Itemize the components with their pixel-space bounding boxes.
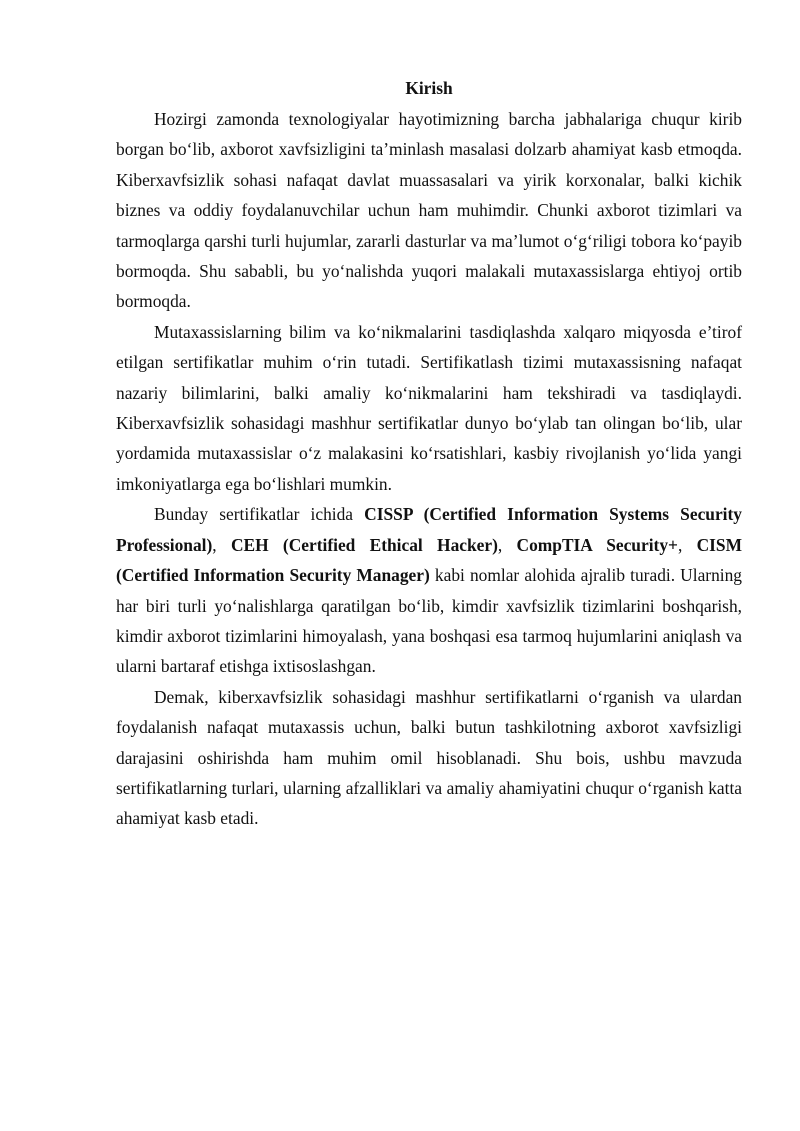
paragraph-4: Demak, kiberxavfsizlik sohasidagi mashhur sertifikatlarni o‘rganish va ulardan foydalanish nafaqat mutaxassis uchun, balki butun tashkilotning axborot xavfsizligi darajasini oshirishda ham muhim omil hisoblanadi. Shu bois, ushbu mavzuda sertifikatlarning turlari, ularning afzalliklari va amaliy ahamiyatini chuqur o‘rganish katta ahamiyat kasb etadi. <box>116 686 742 829</box>
paragraph-3-sep-1: , <box>212 534 231 555</box>
paragraph-3-sep-2: , <box>497 534 517 555</box>
cert-ceh: CEH (Certified Ethical Hacker) <box>230 534 498 555</box>
cert-comptia: CompTIA Security+ <box>516 534 678 555</box>
paragraph-3 <box>116 499 742 681</box>
document-body <box>116 74 742 834</box>
paragraph-1: Hozirgi zamonda texnologiyalar hayotimizning barcha jabhalariga chuqur kirib borgan bo‘lib, axborot xavfsizligini ta’minlash masalasi dolzarb ahamiyat kasb etmoqda. Kiberxavfsizlik sohasi nafaqat davlat muassasalari va yirik korxonalar, balki kichik biznes va oddiy foydalanuvchilar uchun ham muhimdir. Chunki axborot tizimlari va tarmoqlarga qarshi turli hujumlar, zararli dasturlar va ma’lumot o‘g‘riligi tobora ko‘payib bormoqda. Shu sababli, bu yo‘nalishda yuqori malakali mutaxassislarga ehtiyoj ortib bormoqda. <box>116 109 742 312</box>
paragraph-3-text-1: Bunday sertifikatlar ichida <box>154 504 365 525</box>
paragraph-2: Mutaxassislarning bilim va ko‘nikmalarini tasdiqlashda xalqaro miqyosda e’tirof etilgan sertifikatlar muhim o‘rin tutadi. Sertifikatlash tizimi mutaxassisning nafaqat nazariy bilimlarini, balki amaliy ko‘nikmalarini ham tekshiradi va tasdiqlaydi. Kiberxavfsizlik sohasidagi mashhur sertifikatlar dunyo bo‘ylab tan olingan bo‘lib, ular yordamida mutaxassislar o‘z malakasini ko‘rsatishlari, kasbiy rivojlanish yo‘lida yangi imkoniyatlarga ega bo‘lishlari mumkin. <box>116 321 742 494</box>
paragraph-3-sep-3: , <box>677 534 697 555</box>
cert-cism: CISM (Certified Information Security Manager) <box>116 534 742 586</box>
page-title: Kirish <box>405 78 453 98</box>
paragraph-3-text-2: kabi nomlar alohida ajralib turadi. Ularning har biri turli yo‘nalishlarga qaratilgan bo‘lib, kimdir xavfsizlik tizimlarini boshqarish, kimdir axborot tizimlarini himoyalash, yana boshqasi esa tarmoq hujumlarini aniqlash va ularni bartaraf etishga ixtisoslashgan. <box>116 565 742 677</box>
cert-cissp: CISSP (Certified Information Systems Security Professional) <box>116 504 742 555</box>
